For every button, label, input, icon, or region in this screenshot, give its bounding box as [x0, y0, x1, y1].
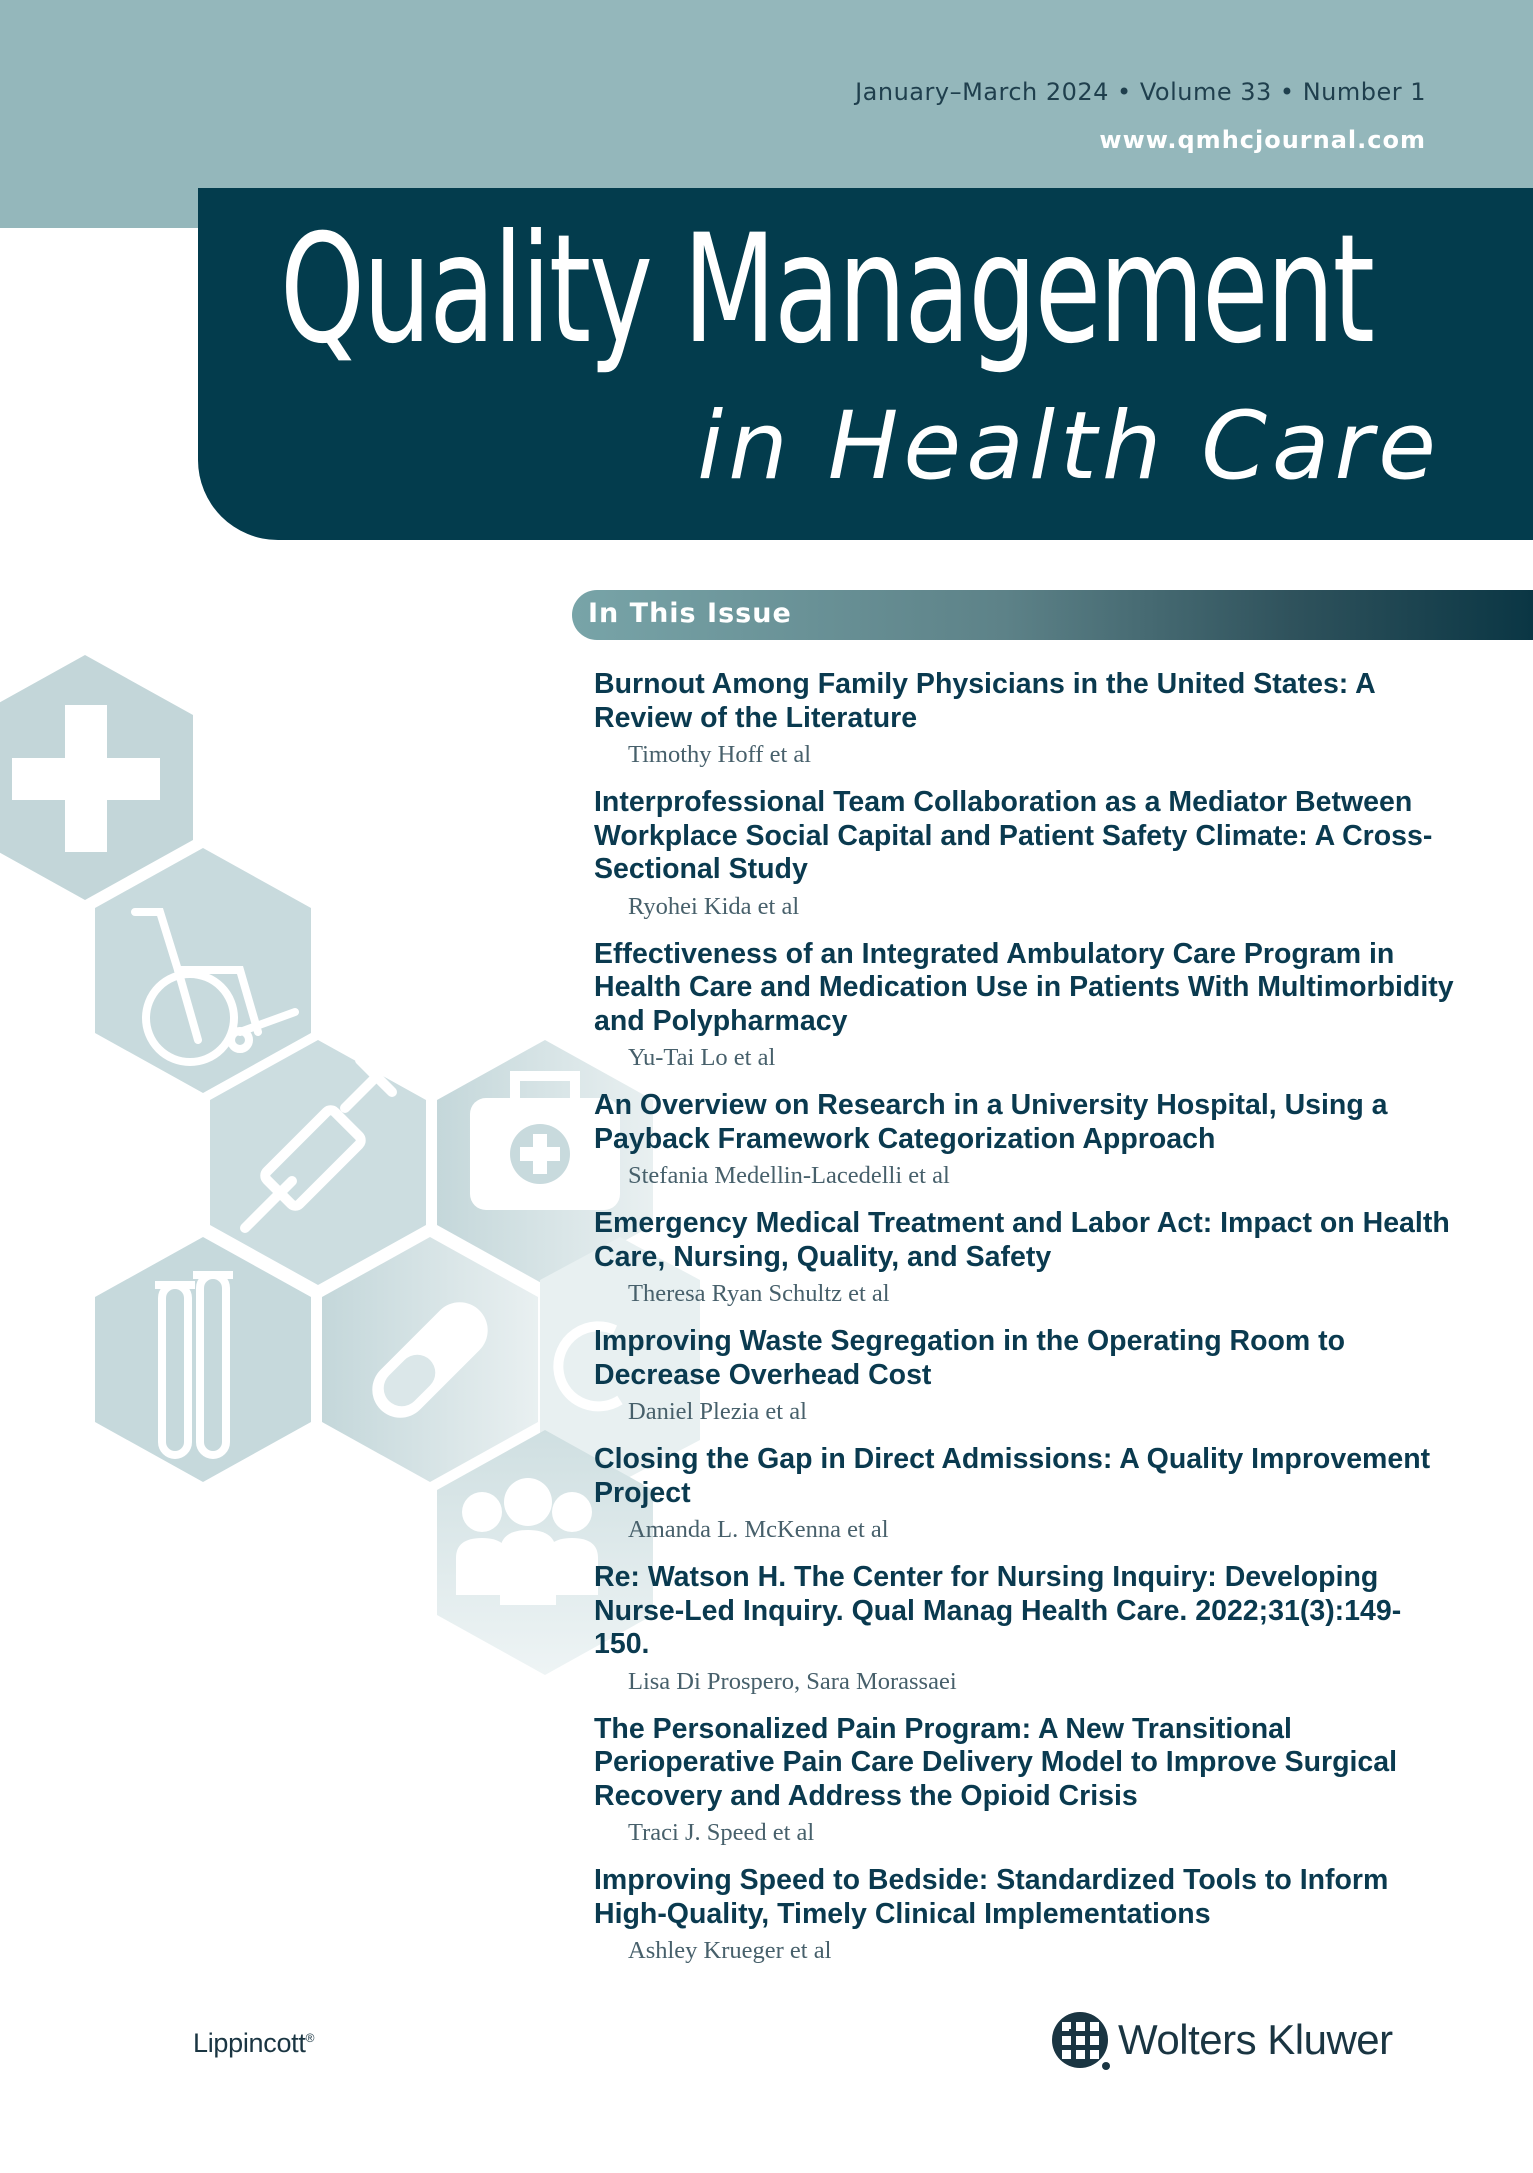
- medical-team-icon: [456, 1478, 598, 1605]
- in-this-issue-header: [572, 590, 1533, 640]
- journal-title: Quality Management: [280, 203, 1373, 377]
- toc-item[interactable]: [594, 1207, 1454, 1309]
- article-title[interactable]: Burnout Among Family Physicians in the United States: A Review of the Literature: [594, 668, 1375, 734]
- hex-cross: [0, 655, 193, 900]
- wolters-kluwer-name: Wolters Kluwer: [1118, 2016, 1393, 2063]
- article-authors: Theresa Ryan Schultz et al: [628, 1280, 890, 1307]
- wolters-kluwer-logo: [1050, 2010, 1112, 2072]
- article-authors: Daniel Plezia et al: [628, 1398, 807, 1425]
- toc-item[interactable]: [594, 668, 1454, 770]
- article-authors: Timothy Hoff et al: [628, 741, 812, 768]
- article-title[interactable]: Improving Waste Segregation in the Operating Room to Decrease Overhead Cost: [594, 1325, 1346, 1391]
- article-title[interactable]: Interprofessional Team Collaboration as a Mediator Between Workplace Social Capital and Patient Safety Climate: A Cross-Sectional Study: [594, 786, 1433, 885]
- article-title[interactable]: Closing the Gap in Direct Admissions: A Quality Improvement Project: [594, 1443, 1431, 1509]
- article-authors: Traci J. Speed et al: [628, 1819, 815, 1846]
- hex-syringe: [210, 1040, 426, 1285]
- hex-wheelchair: [95, 848, 311, 1093]
- article-title[interactable]: The Personalized Pain Program: A New Transitional Perioperative Pain Care Delivery Model to Improve Surgical Recovery and Address the Opioid Crisis: [594, 1712, 1398, 1812]
- article-title[interactable]: Effectiveness of an Integrated Ambulatory Care Program in Health Care and Medication Use in Patients With Multimorbidity and Polypharmacy: [594, 937, 1454, 1037]
- toc-item[interactable]: [594, 1089, 1454, 1191]
- toc-item[interactable]: [594, 786, 1454, 922]
- hex-test-tubes: [95, 1237, 311, 1482]
- article-authors: Yu-Tai Lo et al: [628, 1044, 776, 1071]
- hex-pill: [322, 1237, 538, 1482]
- article-authors: Ashley Krueger et al: [628, 1937, 832, 1964]
- toc-item[interactable]: [594, 1325, 1454, 1427]
- article-authors: Lisa Di Prospero, Sara Morassaei: [628, 1667, 957, 1695]
- article-authors: Stefania Medellin-Lacedelli et al: [628, 1162, 950, 1189]
- section-heading: In This Issue: [588, 598, 792, 629]
- registered-mark: ®: [305, 2031, 315, 2045]
- toc-item[interactable]: [594, 1561, 1454, 1697]
- article-title[interactable]: An Overview on Research in a University Hospital, Using a Payback Framework Categorization Approach: [594, 1089, 1388, 1155]
- lippincott-name: Lippincott: [193, 2028, 306, 2058]
- article-title[interactable]: Re: Watson H. The Center for Nursing Inquiry: Developing Nurse-Led Inquiry. Qual Manag Health Care. 2022;31(3):149-150.: [594, 1561, 1402, 1660]
- article-title[interactable]: Improving Speed to Bedside: Standardized Tools to Inform High-Quality, Timely Clinical Implementations: [594, 1864, 1389, 1930]
- article-authors: Ryohei Kida et al: [628, 892, 800, 920]
- table-of-contents: [594, 668, 1454, 1982]
- toc-item[interactable]: [594, 1864, 1454, 1966]
- issue-info: January–March 2024 • Volume 33 • Number 1: [855, 78, 1426, 106]
- journal-subtitle: in Health Care: [697, 392, 1441, 501]
- masthead: [198, 188, 1533, 540]
- article-authors: Amanda L. McKenna et al: [628, 1516, 889, 1543]
- lippincott-logo: [193, 2028, 314, 2059]
- toc-item[interactable]: [594, 1713, 1454, 1849]
- journal-website[interactable]: www.qmhcjournal.com: [1099, 126, 1426, 154]
- toc-item[interactable]: [594, 938, 1454, 1074]
- article-title[interactable]: Emergency Medical Treatment and Labor Act: Impact on Health Care, Nursing, Quality, and Safety: [594, 1207, 1450, 1273]
- toc-item[interactable]: [594, 1443, 1454, 1545]
